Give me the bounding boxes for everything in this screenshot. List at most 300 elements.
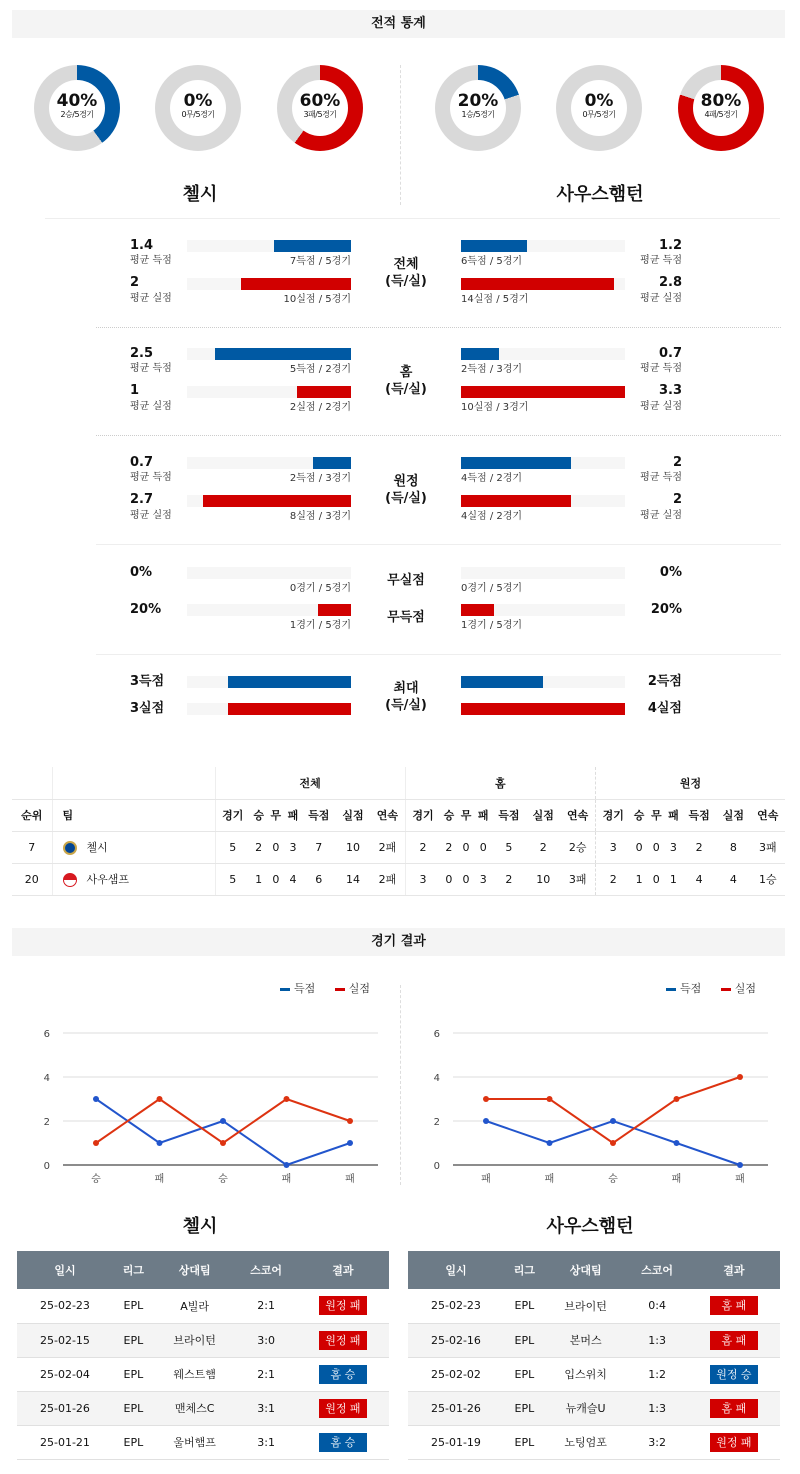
- col-header: 무: [648, 799, 665, 831]
- result-opp: 웨스트햄: [154, 1357, 236, 1391]
- col-header: 무: [267, 799, 284, 831]
- group-home: 홈: [405, 767, 595, 799]
- stat-cell: 2: [595, 863, 630, 895]
- home-donut-2: [277, 65, 363, 151]
- away-bar-red: [461, 604, 494, 616]
- away-bar-red: [461, 386, 625, 398]
- team-cell[interactable]: [52, 863, 215, 895]
- stat-cell: 8: [716, 831, 750, 863]
- x-tick-label: 패: [671, 1174, 682, 1185]
- data-point: [157, 1140, 163, 1146]
- home-avg-scored: 0.7: [130, 455, 154, 470]
- home-max-scored: 3득점: [130, 674, 165, 689]
- col-team: 팀: [52, 799, 215, 831]
- compare-center-subtitle: (득/실): [385, 274, 427, 289]
- home-donut-1: [155, 65, 241, 151]
- data-point: [347, 1140, 353, 1146]
- away-donut-2: [678, 65, 764, 151]
- home-bar-track: [187, 495, 351, 507]
- result-league: EPL: [113, 1425, 154, 1459]
- donut-subtext: 0무/5경기: [582, 110, 616, 119]
- stat-cell: 1: [250, 863, 267, 895]
- y-tick-label: 0: [43, 1161, 50, 1172]
- result-badge: 홈 승: [319, 1365, 367, 1384]
- away-max-conceded: 4실점: [647, 701, 682, 716]
- col-header: 득점: [682, 799, 716, 831]
- x-tick-label: 패: [281, 1174, 292, 1185]
- standings-row: [12, 831, 785, 863]
- stat-cell: 5: [492, 831, 526, 863]
- donut-subtext: 3패/5경기: [303, 110, 337, 119]
- results-col-header: 결과: [688, 1251, 780, 1289]
- home-bar-red: [297, 386, 351, 398]
- divider: [96, 435, 781, 436]
- away-bar-red: [461, 703, 625, 715]
- stat-cell: 1승: [751, 863, 785, 895]
- away-clean-sheet-pct: 0%: [659, 565, 682, 580]
- stat-cell: 4: [284, 863, 301, 895]
- col-header: 연속: [370, 799, 405, 831]
- compare-center-title: 원정: [393, 474, 419, 489]
- results-col-header: 상대팀: [154, 1251, 236, 1289]
- result-score: 3:1: [235, 1425, 296, 1459]
- donut-subtext: 2승/5경기: [60, 110, 94, 119]
- scored-line: [96, 1099, 350, 1165]
- stat-cell: 3: [284, 831, 301, 863]
- results-col-header: 스코어: [626, 1251, 687, 1289]
- result-badge: 홈 패: [710, 1331, 758, 1350]
- col-header: 실점: [716, 799, 750, 831]
- column-divider: [400, 65, 401, 205]
- home-bar-track: [187, 240, 351, 252]
- divider: [96, 654, 781, 655]
- stat-cell: 3: [405, 863, 440, 895]
- home-failed-score-pct: 20%: [130, 602, 162, 617]
- home-avg-scored-label: 평균 득점: [130, 472, 172, 483]
- away-donut-0: [435, 65, 521, 151]
- col-header: 무: [457, 799, 474, 831]
- stat-cell: 6: [302, 863, 336, 895]
- stat-cell: 5: [215, 863, 250, 895]
- stat-cell: 0: [457, 863, 474, 895]
- team-cell[interactable]: [52, 831, 215, 863]
- stat-cell: 4: [682, 863, 716, 895]
- results-col-header: 리그: [113, 1251, 154, 1289]
- result-date: 25-01-21: [17, 1425, 113, 1459]
- home-bar-blue: [228, 676, 351, 688]
- result-row: [408, 1391, 780, 1425]
- away-avg-conceded: 3.3: [658, 383, 682, 398]
- result-badge: 원정 패: [319, 1296, 367, 1315]
- result-row: [408, 1357, 780, 1391]
- data-point: [483, 1096, 489, 1102]
- col-header: 득점: [492, 799, 526, 831]
- result-league: EPL: [113, 1289, 154, 1323]
- x-tick-label: 패: [345, 1174, 355, 1185]
- data-point: [284, 1162, 290, 1168]
- home-line-chart: [30, 1020, 390, 1190]
- col-header: 실점: [336, 799, 370, 831]
- result-opp: 울버햄프: [154, 1425, 236, 1459]
- stat-cell: 7: [302, 831, 336, 863]
- away-bar-track: [461, 495, 625, 507]
- bar-note: 8실점 / 3경기: [289, 511, 351, 522]
- result-row: [17, 1391, 389, 1425]
- col-header: 패: [665, 799, 682, 831]
- away-bar-track: [461, 567, 625, 579]
- result-row: [17, 1425, 389, 1459]
- away-avg-scored-label: 평균 득점: [640, 472, 682, 483]
- bar-note: 10실점 / 3경기: [461, 402, 529, 413]
- data-point: [547, 1140, 553, 1146]
- legend-conceded-swatch: [721, 988, 731, 991]
- stat-cell: 2: [492, 863, 526, 895]
- stat-cell: 2: [250, 831, 267, 863]
- group-overall: 전체: [215, 767, 405, 799]
- data-point: [737, 1074, 743, 1080]
- away-bar-track: [461, 604, 625, 616]
- home-avg-conceded: 1: [130, 383, 140, 398]
- result-row: [17, 1323, 389, 1357]
- legend-conceded-swatch: [335, 988, 345, 991]
- result-opp: 본머스: [545, 1323, 627, 1357]
- result-score: 3:2: [626, 1425, 687, 1459]
- results-col-header: 상대팀: [545, 1251, 627, 1289]
- away-bar-track: [461, 676, 625, 688]
- away-avg-scored-label: 평균 득점: [640, 255, 682, 266]
- stat-cell: 0: [631, 831, 648, 863]
- home-avg-scored-label: 평균 득점: [130, 255, 172, 266]
- x-tick-label: 승: [608, 1174, 618, 1185]
- home-bar-red: [228, 703, 351, 715]
- bar-note: 5득점 / 2경기: [289, 364, 351, 375]
- results-col-header: 일시: [408, 1251, 504, 1289]
- results-col-header: 결과: [297, 1251, 389, 1289]
- x-tick-label: 패: [481, 1174, 491, 1185]
- stat-cell: 10: [336, 831, 370, 863]
- bar-note: 0경기 / 5경기: [461, 583, 523, 594]
- x-tick-label: 승: [218, 1174, 228, 1185]
- stat-cell: 0: [267, 863, 284, 895]
- result-date: 25-02-15: [17, 1323, 113, 1357]
- y-tick-label: 2: [43, 1117, 50, 1128]
- rank: 7: [12, 831, 52, 863]
- col-header: 패: [475, 799, 492, 831]
- divider: [96, 544, 781, 545]
- away-bar-blue: [461, 348, 499, 360]
- donut-subtext: 1승/5경기: [461, 110, 495, 119]
- away-bar-blue: [461, 457, 571, 469]
- results-header-row: [17, 1251, 389, 1289]
- group-away: 원정: [595, 767, 785, 799]
- stat-cell: 2패: [370, 831, 405, 863]
- stat-cell: 0: [457, 831, 474, 863]
- stat-cell: 0: [440, 863, 457, 895]
- data-point: [483, 1118, 489, 1124]
- result-badge: 홈 패: [710, 1399, 758, 1418]
- away-avg-conceded-label: 평균 실점: [640, 293, 682, 304]
- away-bar-track: [461, 348, 625, 360]
- stat-cell: 2승: [560, 831, 595, 863]
- conceded-line: [486, 1077, 740, 1143]
- away-line-chart: [420, 1020, 780, 1190]
- away-donut-1: [556, 65, 642, 151]
- bar-note: 10실점 / 5경기: [283, 294, 351, 305]
- home-bar-blue: [215, 348, 351, 360]
- donut-percent: 0%: [183, 91, 213, 111]
- away-avg-scored: 1.2: [658, 238, 682, 253]
- away-team-title: 사우스햄턴: [556, 184, 644, 205]
- donut-percent: 20%: [457, 91, 499, 111]
- data-point: [547, 1096, 553, 1102]
- stats-section-header: 전적 통계: [12, 10, 785, 38]
- away-avg-conceded: 2: [672, 492, 682, 507]
- standings-columns-row: [12, 799, 785, 831]
- divider: [96, 327, 781, 328]
- col-header: 실점: [526, 799, 560, 831]
- team-name: 첼시: [86, 841, 108, 854]
- col-header: 연속: [751, 799, 785, 831]
- legend-scored-swatch: [666, 988, 676, 991]
- away-bar-track: [461, 703, 625, 715]
- bar-note: 4실점 / 2경기: [461, 511, 523, 522]
- result-badge: 원정 패: [319, 1331, 367, 1350]
- result-score: 1:3: [626, 1323, 687, 1357]
- results-section-header: 경기 결과: [12, 928, 785, 956]
- stat-cell: 2: [682, 831, 716, 863]
- stat-cell: 1: [631, 863, 648, 895]
- stat-cell: 0: [648, 863, 665, 895]
- home-avg-conceded-label: 평균 실점: [130, 510, 172, 521]
- col-header: 승: [250, 799, 267, 831]
- stat-cell: 10: [526, 863, 560, 895]
- home-team-title: 첼시: [182, 184, 218, 205]
- home-results-title: 첼시: [182, 1216, 218, 1237]
- result-score: 2:1: [235, 1289, 296, 1323]
- home-bar-track: [187, 348, 351, 360]
- col-header: 패: [284, 799, 301, 831]
- home-bar-blue: [274, 240, 351, 252]
- bar-note: 1경기 / 5경기: [461, 620, 523, 631]
- home-avg-conceded-label: 평균 실점: [130, 293, 172, 304]
- donut-percent: 60%: [299, 91, 341, 111]
- result-league: EPL: [504, 1391, 545, 1425]
- result-date: 25-02-23: [408, 1289, 504, 1323]
- col-header: 승: [440, 799, 457, 831]
- result-row: [408, 1425, 780, 1459]
- failed-to-score-label: 무득점: [387, 610, 425, 625]
- home-bar-red: [241, 278, 351, 290]
- y-tick-label: 4: [433, 1073, 440, 1084]
- y-tick-label: 6: [43, 1029, 50, 1040]
- result-score: 0:4: [626, 1289, 687, 1323]
- result-date: 25-02-02: [408, 1357, 504, 1391]
- home-bar-red: [318, 604, 351, 616]
- col-header: 경기: [215, 799, 250, 831]
- data-point: [737, 1162, 743, 1168]
- y-tick-label: 2: [433, 1117, 440, 1128]
- result-league: EPL: [113, 1357, 154, 1391]
- result-date: 25-02-23: [17, 1289, 113, 1323]
- home-bar-track: [187, 604, 351, 616]
- result-league: EPL: [113, 1391, 154, 1425]
- away-avg-scored: 0.7: [658, 346, 682, 361]
- max-center-title: 최대: [393, 681, 419, 696]
- stat-cell: 0: [267, 831, 284, 863]
- data-point: [610, 1140, 616, 1146]
- bar-note: 2득점 / 3경기: [461, 364, 523, 375]
- result-date: 25-01-26: [408, 1391, 504, 1425]
- away-bar-track: [461, 457, 625, 469]
- away-avg-conceded-label: 평균 실점: [640, 401, 682, 412]
- home-donut-0: [34, 65, 120, 151]
- away-avg-conceded: 2.8: [658, 275, 682, 290]
- donut-percent: 0%: [584, 91, 614, 111]
- result-score: 1:3: [626, 1391, 687, 1425]
- result-row: [17, 1289, 389, 1323]
- home-avg-scored: 2.5: [130, 346, 154, 361]
- result-score: 3:1: [235, 1391, 296, 1425]
- data-point: [674, 1096, 680, 1102]
- x-tick-label: 패: [735, 1174, 745, 1185]
- stat-cell: 3: [665, 831, 682, 863]
- data-point: [93, 1096, 99, 1102]
- result-badge: 원정 패: [319, 1399, 367, 1418]
- compare-center-title: 홈: [399, 365, 413, 380]
- divider: [45, 218, 780, 219]
- result-opp: 노팅엄포: [545, 1425, 627, 1459]
- stat-cell: 5: [215, 831, 250, 863]
- results-col-header: 일시: [17, 1251, 113, 1289]
- stat-cell: 0: [648, 831, 665, 863]
- bar-note: 4득점 / 2경기: [461, 473, 523, 484]
- result-date: 25-01-19: [408, 1425, 504, 1459]
- data-point: [220, 1140, 226, 1146]
- bar-note: 6득점 / 5경기: [461, 256, 523, 267]
- data-point: [347, 1118, 353, 1124]
- result-row: [408, 1289, 780, 1323]
- results-col-header: 리그: [504, 1251, 545, 1289]
- stat-cell: 3패: [560, 863, 595, 895]
- away-bar-red: [461, 495, 571, 507]
- home-bar-blue: [313, 457, 351, 469]
- result-row: [17, 1357, 389, 1391]
- standings-row: [12, 863, 785, 895]
- results-header-row: [408, 1251, 780, 1289]
- home-bar-track: [187, 567, 351, 579]
- stat-cell: 2: [440, 831, 457, 863]
- stat-cell: 1: [665, 863, 682, 895]
- col-header: 경기: [405, 799, 440, 831]
- result-badge: 홈 패: [710, 1296, 758, 1315]
- home-results-table: [17, 1251, 389, 1460]
- col-header: 연속: [560, 799, 595, 831]
- bar-note: 1경기 / 5경기: [289, 620, 351, 631]
- away-avg-scored: 2: [672, 455, 682, 470]
- data-point: [220, 1118, 226, 1124]
- result-opp: 브라이턴: [545, 1289, 627, 1323]
- result-league: EPL: [504, 1425, 545, 1459]
- southampton-logo-icon: [63, 873, 77, 887]
- result-date: 25-02-04: [17, 1357, 113, 1391]
- bar-note: 14실점 / 5경기: [461, 294, 529, 305]
- away-max-scored: 2득점: [647, 674, 682, 689]
- donut-subtext: 0무/5경기: [181, 110, 215, 119]
- result-league: EPL: [504, 1357, 545, 1391]
- result-league: EPL: [504, 1289, 545, 1323]
- bar-note: 7득점 / 5경기: [289, 256, 351, 267]
- result-score: 2:1: [235, 1357, 296, 1391]
- away-chart-legend: 득점 실점: [666, 980, 756, 996]
- away-avg-scored-label: 평균 득점: [640, 363, 682, 374]
- away-results-table: [408, 1251, 780, 1460]
- result-opp: 브라이턴: [154, 1323, 236, 1357]
- home-avg-conceded: 2.7: [130, 492, 154, 507]
- away-bar-track: [461, 240, 625, 252]
- home-chart-legend: 득점 실점: [280, 980, 370, 996]
- donut-percent: 40%: [56, 91, 98, 111]
- stat-cell: 3: [475, 863, 492, 895]
- away-failed-score-pct: 20%: [650, 602, 682, 617]
- home-bar-track: [187, 703, 351, 715]
- stat-cell: 3: [595, 831, 630, 863]
- result-league: EPL: [113, 1323, 154, 1357]
- x-tick-label: 승: [91, 1174, 101, 1185]
- home-clean-sheet-pct: 0%: [130, 565, 153, 580]
- result-opp: 입스위치: [545, 1357, 627, 1391]
- away-bar-track: [461, 278, 625, 290]
- stat-cell: 3패: [751, 831, 785, 863]
- bar-note: 2득점 / 3경기: [289, 473, 351, 484]
- result-date: 25-02-16: [408, 1323, 504, 1357]
- stat-cell: 4: [716, 863, 750, 895]
- x-tick-label: 패: [154, 1174, 165, 1185]
- col-header: 경기: [595, 799, 630, 831]
- results-col-header: 스코어: [235, 1251, 296, 1289]
- data-point: [610, 1118, 616, 1124]
- away-bar-red: [461, 278, 614, 290]
- stat-cell: 2: [405, 831, 440, 863]
- stat-cell: 14: [336, 863, 370, 895]
- result-opp: A빌라: [154, 1289, 236, 1323]
- result-badge: 홈 승: [319, 1433, 367, 1452]
- compare-center-subtitle: (득/실): [385, 382, 427, 397]
- compare-center-title: 전체: [393, 257, 419, 272]
- home-bar-track: [187, 278, 351, 290]
- team-name: 사우샘프: [86, 873, 130, 886]
- rank: 20: [12, 863, 52, 895]
- away-results-title: 사우스햄턴: [546, 1216, 634, 1237]
- standings-table: [12, 767, 785, 896]
- bar-note: 2실점 / 2경기: [289, 402, 351, 413]
- result-badge: 원정 패: [710, 1433, 758, 1452]
- compare-center-subtitle: (득/실): [385, 491, 427, 506]
- y-tick-label: 0: [433, 1161, 440, 1172]
- result-badge: 원정 승: [710, 1365, 758, 1384]
- result-row: [408, 1323, 780, 1357]
- home-bar-track: [187, 457, 351, 469]
- away-bar-track: [461, 386, 625, 398]
- donut-subtext: 4패/5경기: [704, 110, 738, 119]
- home-max-conceded: 3실점: [130, 701, 165, 716]
- data-point: [93, 1140, 99, 1146]
- col-rank: 순위: [12, 799, 52, 831]
- max-center-subtitle: (득/실): [385, 698, 427, 713]
- column-divider: [400, 985, 401, 1185]
- standings-group-row: [12, 767, 785, 799]
- result-date: 25-01-26: [17, 1391, 113, 1425]
- home-bar-red: [203, 495, 351, 507]
